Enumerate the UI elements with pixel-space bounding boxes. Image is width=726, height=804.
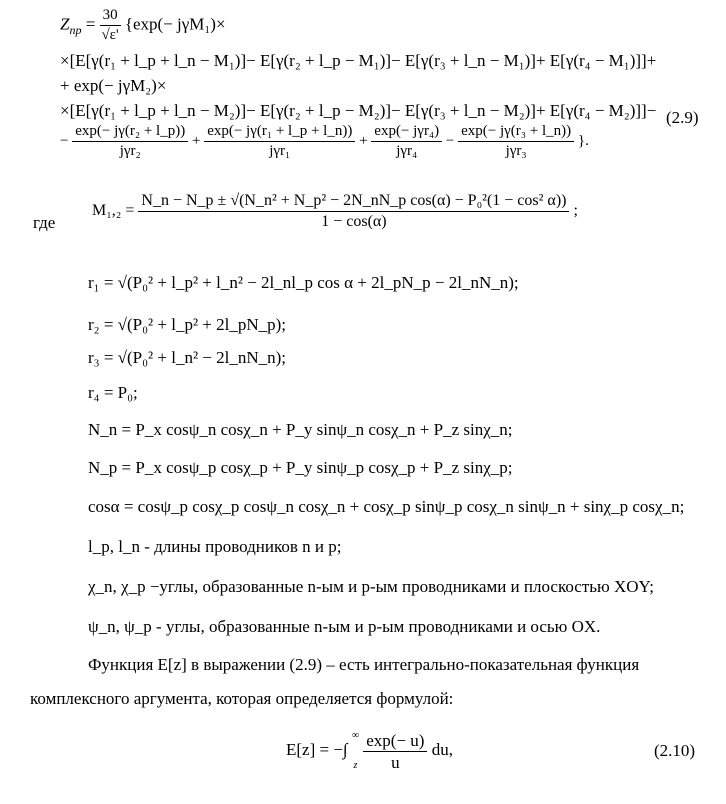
- frac-num: exp(− jγ(r₃ + l_n)): [458, 124, 574, 142]
- def-cos-alpha: cosα = cosψ_p cosχ_p cosψ_n cosχ_n + cosχ_p sinψ_p cosχ_n sinψ_n + sinχ_p cosχ_n;: [88, 497, 685, 516]
- eq29-line1-rest: {exp(− jγM₁)×: [124, 14, 226, 34]
- eq29-frac-4: [458, 124, 574, 159]
- term-sign: +: [191, 132, 201, 149]
- eq29-line3: + exp(− jγM₂)×: [60, 76, 167, 95]
- eq29-coef: [100, 8, 121, 43]
- frac-den: jγr₄: [396, 143, 418, 159]
- m12-lhs: M₁,₂ =: [92, 202, 135, 220]
- eq29-frac-2: [204, 124, 355, 159]
- m12-frac: [138, 193, 569, 230]
- m12-end: ;: [573, 202, 578, 220]
- eq210-formula: [286, 730, 453, 772]
- eq210-frac: [363, 732, 427, 771]
- term-sign: −: [60, 132, 69, 149]
- eq29-line5: [60, 124, 589, 159]
- frac-num: exp(− jγr₄): [371, 124, 442, 142]
- def-r2: r₂ = √(P₀² + l_p² + 2l_pN_p);: [88, 315, 287, 334]
- def-lengths: l_p, l_n - длины проводников n и p;: [88, 537, 342, 556]
- term-sign: −: [445, 132, 455, 149]
- frac-den: jγr₁: [269, 143, 291, 159]
- eq29-coef-den: √ε': [101, 27, 119, 43]
- eq29-line1: $Z_{np}$ = $\frac{30}{√\varepsilon'}$ {exp(− jγM₁)×: [60, 7, 226, 43]
- frac-num: exp(− jγ(r₂ + l_p)): [72, 124, 188, 142]
- def-nn: N_n = P_x cosψ_n cosχ_n + P_y sinψ_n cosχ_n + P_z sinχ_n;: [88, 420, 513, 439]
- m12-den: 1 − cos(α): [321, 213, 387, 230]
- def-np: N_p = P_x cosψ_p cosχ_p + P_y sinψ_p cosχ_p + P_z sinχ_p;: [88, 458, 513, 477]
- def-chi: χ_n, χ_p −углы, образованные n-ым и p-ым проводниками и плоскостью XOY;: [88, 577, 654, 596]
- def-psi: ψ_n, ψ_p - углы, образованные n-ым и p-ым проводниками и осью OX.: [88, 617, 601, 636]
- frac-den: jγr₂: [119, 143, 141, 159]
- term-sign: +: [359, 132, 368, 149]
- frac-den: jγr₃: [505, 143, 527, 159]
- eq210-number: (2.10): [654, 741, 696, 760]
- eq210-upper: ∞: [351, 730, 359, 741]
- eq29-line4: ×[E[γ(r₁ + l_p + l_n − M₂)]− E[γ(r₂ + l_p − M₂)]− E[γ(r₃ + l_n − M₂)]+ E[γ(r₄ − M₂)]]−: [60, 101, 657, 120]
- m12-num: N_n − N_p ± √(N_n² + N_p² − 2N_nN_p cos(α) − P₀²(1 − cos² α)): [138, 193, 569, 212]
- paragraph-line-2: комплексного аргумента, которая определяется формулой:: [30, 689, 454, 708]
- m12-formula: [92, 193, 578, 230]
- eq210-lhs: E[z] = −∫: [286, 739, 348, 759]
- eq29-coef-num: 30: [100, 8, 121, 26]
- eq29-line2: ×[E[γ(r₁ + l_p + l_n − M₁)]− E[γ(r₂ + l_p − M₁)]− E[γ(r₃ + l_n − M₁)]+ E[γ(r₄ − M₁)]]+: [60, 51, 657, 70]
- eq210-limits: [352, 730, 359, 772]
- frac-num: exp(− jγ(r₁ + l_p + l_n)): [204, 124, 355, 142]
- eq29-lhs: Z: [60, 14, 70, 34]
- paragraph-line-1: Функция E[z] в выражении (2.9) – есть интегрально-показательная функция: [88, 655, 640, 674]
- def-r3: r₃ = √(P₀² + l_n² − 2l_nN_n);: [88, 348, 287, 367]
- eq210-lower: z: [353, 760, 358, 771]
- eq210-tail: du,: [431, 739, 453, 759]
- eq29-lhs-sub: np: [69, 22, 82, 37]
- eq29-number: (2.9): [666, 108, 699, 127]
- where-label: где: [33, 213, 56, 232]
- eq29-frac-1: [72, 124, 188, 159]
- eq29-frac-3: [371, 124, 442, 159]
- eq210-den: u: [391, 752, 400, 772]
- eq29-end: }.: [577, 132, 589, 149]
- eq210-num: exp(− u): [363, 732, 427, 752]
- def-r4: r₄ = P₀;: [88, 383, 138, 402]
- def-r1: r₁ = √(P₀² + l_p² + l_n² − 2l_nl_p cos α + 2l_pN_p − 2l_nN_n);: [88, 273, 519, 292]
